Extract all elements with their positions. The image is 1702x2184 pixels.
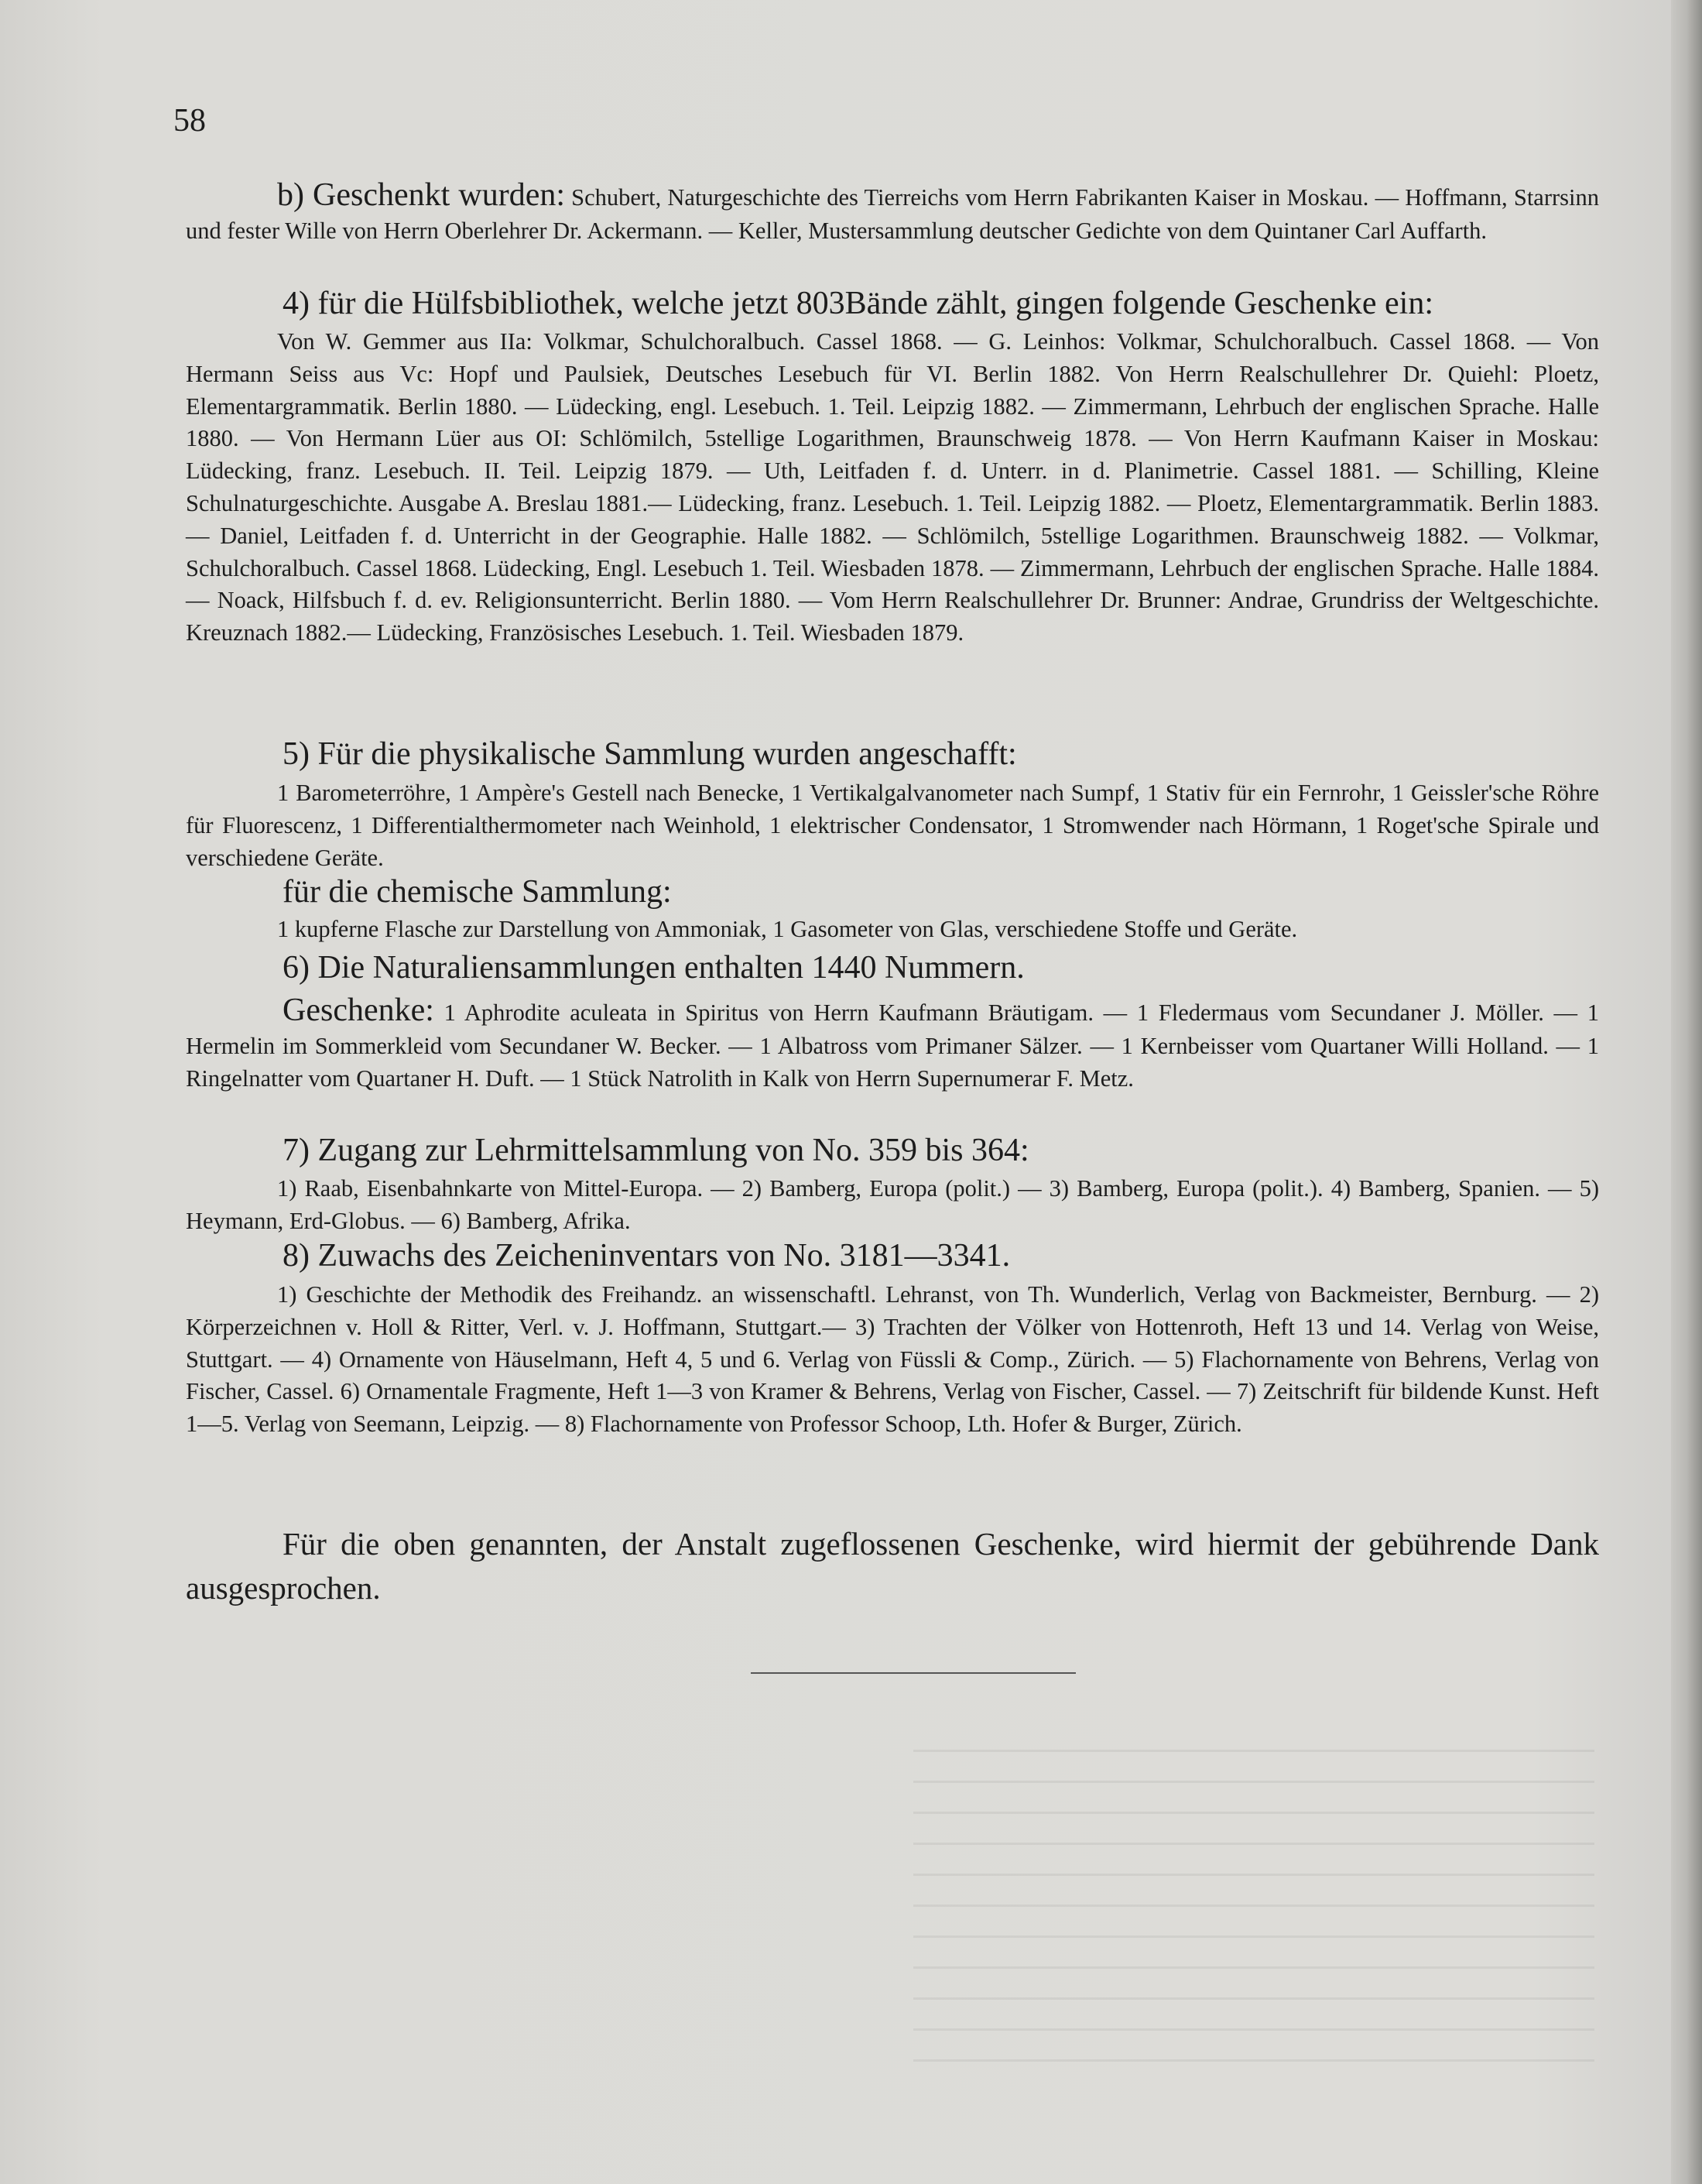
section-7-heading-text: 7) Zugang zur Lehrmittelsammlung von No. 359 bis 364: [283, 1133, 1029, 1168]
section-6-gifts-label: Geschenke: [283, 993, 434, 1028]
section-7-body: 1) Raab, Eisenbahnkarte von Mittel-Europa. — 2) Bamberg, Europa (polit.) — 3) Bamberg, Europa (polit.). 4) Bamberg, Spanien. — 5) Heymann, Erd-Globus. — 6) Bamberg, Afrika. [186, 1175, 1599, 1234]
section-4-heading [186, 283, 1599, 324]
section-6-gifts-text: 1 Aphrodite aculeata in Spiritus von Herrn Kaufmann Bräutigam. — 1 Fledermaus vom Secundaner J. Möller. — 1 Hermelin im Sommerkleid vom Secundaner W. Becker. — 1 Albatross vom Primaner Sälzer. — 1 Kernbeisser vom Quartaner Willi Holland. — 1 Ringelnatter vom Quartaner H. Duft. — 1 Stück Natrolith in Kalk von Herrn Supernumerar F. Metz. [186, 999, 1599, 1092]
closing-rule [751, 1672, 1076, 1674]
section-4-heading-text: 4) für die Hülfsbibliothek, welche jetzt 803Bände zählt, gingen folgende Geschenke ein: [283, 286, 1434, 321]
section-5-heading [186, 734, 1599, 774]
section-5-body: 1 Barometerröhre, 1 Ampère's Gestell nach Benecke, 1 Vertikalgalvanometer nach Sumpf, 1 Stativ für ein Fernrohr, 1 Geissler'sche Röhre für Fluorescenz, 1 Differentialthermometer nach Weinhold, 1 elektrischer Condensator, 1 Stromwender nach Hörmann, 1 Roget'sche Spirale und verschiedene Geräte. [186, 780, 1599, 871]
section-5-chem-heading [186, 872, 1599, 912]
section-5-chem-body: 1 kupferne Flasche zur Darstellung von Ammoniak, 1 Gasometer von Glas, verschiedene Stoffe und Geräte. [277, 916, 1298, 942]
section-5-heading-text: 5) Für die physikalische Sammlung wurden angeschafft: [283, 736, 1017, 772]
section-8-body: 1) Geschichte der Methodik des Freihandz. an wissenschaftl. Lehranst, von Th. Wunderlich, Verlag von Backmeister, Bernburg. — 2) Körperzeichnen v. Holl & Ritter, Verl. v. J. Hoffmann, Stuttgart.— 3) Trachten der Völker von Hottenroth, Heft 13 und 14. Verlag von Weise, Stuttgart. — 4) Ornamente von Häuselmann, Heft 4, 5 und 6. Verlag von Füssli & Comp., Zürich. — 5) Flachornamente von Behrens, Verlag von Fischer, Cassel. 6) Ornamentale Fragmente, Heft 1—3 von Kramer & Behrens, Verlag von Fischer, Cassel. — 7) Zeitschrift für bildende Kunst. Heft 1—5. Verlag von Seemann, Leipzig. — 8) Flachornamente von Professor Schoop, Lth. Hofer & Burger, Zürich. [186, 1281, 1599, 1438]
page-edge [1671, 0, 1702, 2184]
section-6-body [186, 990, 1599, 1095]
section-b [186, 175, 1599, 248]
page-number: 58 [173, 103, 206, 139]
section-7-heading [186, 1130, 1599, 1171]
section-5-chem-heading-text: für die chemische Sammlung: [283, 874, 672, 910]
section-6-heading [186, 948, 1599, 988]
section-b-heading: b) Geschenkt wurden: [277, 177, 565, 213]
section-6-heading-text: 6) Die Naturaliensammlungen enthalten 1440 Nummern. [283, 950, 1025, 986]
reverse-side-bleed-through [913, 1750, 1594, 2075]
section-4-body: Von W. Gemmer aus IIa: Volkmar, Schulchoralbuch. Cassel 1868. — G. Leinhos: Volkmar, Schulchoralbuch. Cassel 1868. — Von Hermann Seiss aus Vc: Hopf und Paulsiek, Deutsches Lesebuch für VI. Berlin 1882. Von Herrn Realschullehrer Dr. Quiehl: Ploetz, Elementargrammatik. Berlin 1880. — Lüdecking, engl. Lesebuch. 1. Teil. Leipzig 1882. — Zimmermann, Lehrbuch der englischen Sprache. Halle 1880. — Von Hermann Lüer aus OI: Schlömilch, 5stellige Logarithmen, Braunschweig 1878. — Von Herrn Kaufmann Kaiser in Moskau: Lüdecking, franz. Lesebuch. II. Teil. Leipzig 1879. — Uth, Leitfaden f. d. Unterr. in d. Planimetrie. Cassel 1881. — Schilling, Kleine Schulnaturgeschichte. Ausgabe A. Breslau 1881.— Lüdecking, franz. Lesebuch. 1. Teil. Leipzig 1882. — Ploetz, Elementargrammatik. Berlin 1883. — Daniel, Leitfaden f. d. Unterricht in der Geographie. Halle 1882. — Schlömilch, 5stellige Logarithmen. Braunschweig 1882. — Volkmar, Schulchoralbuch. Cassel 1868. Lüdecking, Engl. Lesebuch 1. Teil. Wiesbaden 1878. — Zimmermann, Lehrbuch der englischen Sprache. Halle 1884. — Noack, Hilfsbuch f. d. ev. Religionsunterricht. Berlin 1880. — Vom Herrn Realschullehrer Dr. Brunner: Andrae, Grundriss der Weltgeschichte. Kreuznach 1882.— Lüdecking, Französisches Lesebuch. 1. Teil. Wiesbaden 1879. [186, 328, 1599, 646]
section-b-body: Schubert, Naturgeschichte des Tierreichs vom Herrn Fabrikanten Kaiser in Moskau. — Hoffmann, Starrsinn und fester Wille von Herrn Oberlehrer Dr. Ackermann. — Keller, Mustersammlung deutscher Gedichte von dem Quintaner Carl Auffarth. [186, 184, 1599, 244]
section-8-heading-text: 8) Zuwachs des Zeicheninventars von No. 3181—3341. [283, 1238, 1011, 1274]
closing-thanks: Für die oben genannten, der Anstalt zugeflossenen Geschenke, wird hiermit der gebührende Dank ausgesprochen. [186, 1526, 1599, 1606]
section-8-heading [186, 1236, 1599, 1276]
